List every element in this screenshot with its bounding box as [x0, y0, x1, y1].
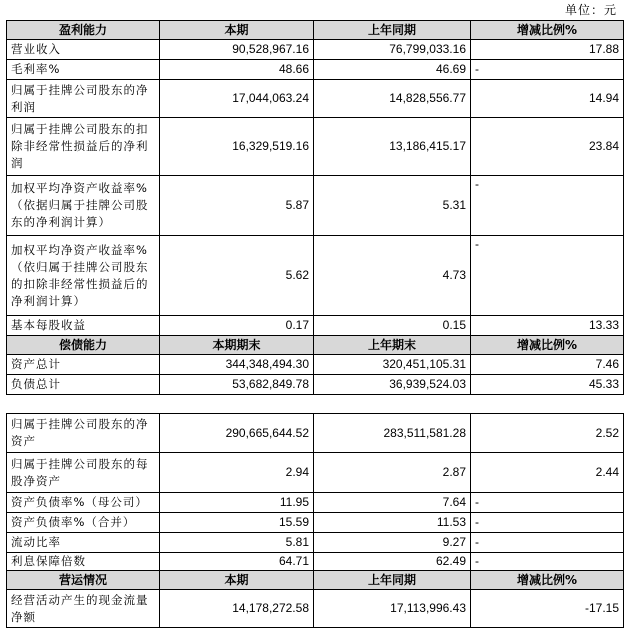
change-value: -	[471, 553, 624, 571]
current-value: 17,044,063.24	[160, 80, 314, 118]
table-header-row	[7, 571, 624, 590]
row-label: 营业收入	[7, 40, 160, 60]
table-row	[7, 553, 624, 571]
table-row	[7, 533, 624, 553]
prior-value: 76,799,033.16	[314, 40, 471, 60]
current-value: 2.94	[160, 453, 314, 493]
prior-value: 13,186,415.17	[314, 118, 471, 176]
row-label: 归属于挂牌公司股东的每股净资产	[7, 453, 160, 493]
header-cell: 本期期末	[160, 336, 314, 355]
change-value: -	[471, 513, 624, 533]
header-cell: 增减比例%	[471, 336, 624, 355]
change-value: -	[471, 60, 624, 80]
row-label: 基本每股收益	[7, 316, 160, 336]
table-header-row	[7, 21, 624, 40]
change-value: -	[471, 176, 624, 236]
table-row	[7, 316, 624, 336]
header-cell: 增减比例%	[471, 21, 624, 40]
prior-value: 11.53	[314, 513, 471, 533]
header-cell: 本期	[160, 21, 314, 40]
current-value: 5.87	[160, 176, 314, 236]
header-cell: 增减比例%	[471, 571, 624, 590]
row-label: 资产负债率%（母公司）	[7, 493, 160, 513]
financial-table-upper	[6, 20, 624, 395]
row-label: 经营活动产生的现金流量净额	[7, 590, 160, 628]
header-cell: 上年同期	[314, 571, 471, 590]
row-label: 加权平均净资产收益率%（依据归属于挂牌公司股东的净利润计算）	[7, 176, 160, 236]
current-value: 48.66	[160, 60, 314, 80]
table-row	[7, 590, 624, 628]
header-cell: 上年同期	[314, 21, 471, 40]
prior-value: 36,939,524.03	[314, 375, 471, 395]
header-cell: 上年期末	[314, 336, 471, 355]
table-row	[7, 513, 624, 533]
current-value: 90,528,967.16	[160, 40, 314, 60]
change-value: 7.46	[471, 355, 624, 375]
table-row	[7, 375, 624, 395]
table-row	[7, 355, 624, 375]
header-cell: 盈利能力	[7, 21, 160, 40]
change-value: -17.15	[471, 590, 624, 628]
prior-value: 283,511,581.28	[314, 414, 471, 453]
current-value: 14,178,272.58	[160, 590, 314, 628]
change-value: 13.33	[471, 316, 624, 336]
current-value: 16,329,519.16	[160, 118, 314, 176]
change-value: -	[471, 493, 624, 513]
current-value: 53,682,849.78	[160, 375, 314, 395]
row-label: 资产负债率%（合并）	[7, 513, 160, 533]
prior-value: 46.69	[314, 60, 471, 80]
change-value: 2.52	[471, 414, 624, 453]
change-value: 45.33	[471, 375, 624, 395]
current-value: 15.59	[160, 513, 314, 533]
header-cell: 偿债能力	[7, 336, 160, 355]
header-cell: 本期	[160, 571, 314, 590]
current-value: 5.81	[160, 533, 314, 553]
prior-value: 62.49	[314, 553, 471, 571]
financial-table-lower	[6, 413, 624, 628]
current-value: 290,665,644.52	[160, 414, 314, 453]
prior-value: 7.64	[314, 493, 471, 513]
prior-value: 17,113,996.43	[314, 590, 471, 628]
row-label: 归属于挂牌公司股东的扣除非经常性损益后的净利润	[7, 118, 160, 176]
change-value: -	[471, 533, 624, 553]
row-label: 毛利率%	[7, 60, 160, 80]
row-label: 利息保障倍数	[7, 553, 160, 571]
row-label: 加权平均净资产收益率%（依归属于挂牌公司股东的扣除非经常性损益后的净利润计算）	[7, 236, 160, 316]
table-row	[7, 118, 624, 176]
table-header-row	[7, 336, 624, 355]
row-label: 归属于挂牌公司股东的净利润	[7, 80, 160, 118]
prior-value: 320,451,105.31	[314, 355, 471, 375]
table-row	[7, 414, 624, 453]
header-cell: 营运情况	[7, 571, 160, 590]
table-row	[7, 176, 624, 236]
prior-value: 0.15	[314, 316, 471, 336]
current-value: 344,348,494.30	[160, 355, 314, 375]
table-row	[7, 493, 624, 513]
change-value: 23.84	[471, 118, 624, 176]
prior-value: 9.27	[314, 533, 471, 553]
table-row	[7, 60, 624, 80]
change-value: -	[471, 236, 624, 316]
current-value: 5.62	[160, 236, 314, 316]
current-value: 11.95	[160, 493, 314, 513]
prior-value: 2.87	[314, 453, 471, 493]
change-value: 14.94	[471, 80, 624, 118]
change-value: 2.44	[471, 453, 624, 493]
table-row	[7, 453, 624, 493]
row-label: 归属于挂牌公司股东的净资产	[7, 414, 160, 453]
row-label: 资产总计	[7, 355, 160, 375]
row-label: 流动比率	[7, 533, 160, 553]
prior-value: 5.31	[314, 176, 471, 236]
table-row	[7, 40, 624, 60]
table-row	[7, 80, 624, 118]
change-value: 17.88	[471, 40, 624, 60]
current-value: 0.17	[160, 316, 314, 336]
prior-value: 4.73	[314, 236, 471, 316]
table-row	[7, 236, 624, 316]
row-label: 负债总计	[7, 375, 160, 395]
unit-label: 单位：元	[564, 3, 617, 17]
prior-value: 14,828,556.77	[314, 80, 471, 118]
current-value: 64.71	[160, 553, 314, 571]
